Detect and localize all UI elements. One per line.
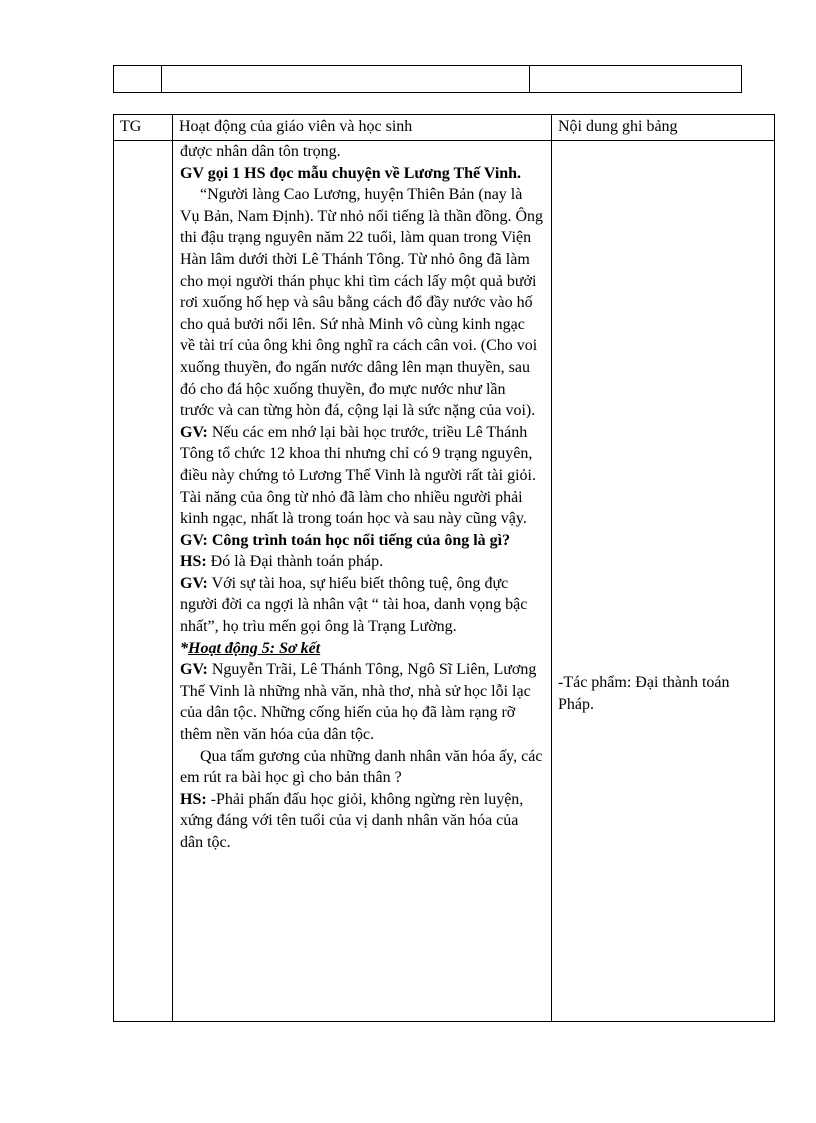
header-activities: Hoạt động của giáo viên và học sinh — [173, 115, 552, 141]
speaker-label: GV: — [180, 423, 208, 441]
paragraph-text: Đó là Đại thành toán pháp. — [206, 553, 384, 571]
notes-spacer — [558, 141, 768, 672]
paragraph-text: -Phải phấn đấu học giỏi, không ngừng rèn luyện, xứng đáng với tên tuổi của vị danh nhân văn hóa của dân tộc. — [180, 790, 524, 851]
top-cell-2 — [162, 66, 530, 93]
header-notes: Nội dung ghi bảng — [552, 115, 775, 141]
activity-paragraph: GV gọi 1 HS đọc mẫu chuyện về Lương Thế Vinh. — [180, 164, 522, 182]
activity-paragraph — [180, 573, 543, 638]
activity-paragraph: được nhân dân tôn trọng. — [180, 143, 341, 160]
speaker-label: GV: — [180, 661, 208, 679]
top-cell-1 — [114, 66, 162, 93]
lesson-table — [113, 114, 775, 1022]
activity-paragraph — [180, 659, 543, 745]
header-tg: TG — [114, 115, 173, 141]
notes-cell — [552, 141, 775, 1022]
activity-paragraph: Qua tấm gương của những danh nhân văn hóa ấy, các em rút ra bài học gì cho bản thân ? — [180, 747, 543, 787]
activity-paragraph — [180, 422, 543, 530]
table-header-row — [114, 115, 775, 141]
speaker-label: HS: — [180, 553, 207, 571]
paragraph-text: Nguyễn Trãi, Lê Thánh Tông, Ngô Sĩ Liên, Lương Thế Vinh là những nhà văn, nhà thơ, nhà sử học lỗi lạc của dân tộc. Những cống hiến của họ đã làm rạng rỡ thêm nền văn hóa của dân tộc. — [180, 661, 537, 744]
table-body-row — [114, 141, 775, 1022]
paragraph-text: Với sự tài hoa, sự hiểu biết thông tuệ, ông đực người đời ca ngợi là nhân vật “ tài hoa, danh vọng bậc nhất”, họ trìu mến gọi ông là Trạng Lường. — [180, 574, 528, 636]
activities-cell — [173, 141, 552, 1022]
top-cell-3 — [530, 66, 742, 93]
question-paragraph: GV: Công trình toán học nổi tiếng của ông là gì? — [180, 531, 511, 549]
story-paragraph: “Người làng Cao Lương, huyện Thiên Bản (nay là Vụ Bản, Nam Định). Từ nhỏ nổi tiếng là thần đồng. Ông thi đậu trạng nguyên năm 22 tuổi, làm quan trong Viện Hàn lâm dưới thời Lê Thánh Tông. Từ nhỏ ông đã làm cho mọi người thán phục khi tìm cách lấy một quả bưởi rơi xuống hố hẹp và sâu bằng cách đổ đầy nước vào hố cho quả bưởi nổi lên. Sứ nhà Minh vô cùng kinh ngạc về tài trí của ông khi ông nghĩ ra cách cân voi. (Cho voi xuống thuyền, đo ngấn nước dâng lên mạn thuyền, sau đó cho đá hộc xuống thuyền, đo mực nước như lần trước và can từng hòn đá, cộng lại là sức nặng của voi). — [180, 186, 543, 420]
speaker-label: GV: — [180, 574, 208, 592]
tg-cell — [114, 141, 173, 1022]
heading-text: Hoạt động 5: Sơ kết — [188, 639, 321, 657]
section-heading — [180, 638, 543, 660]
note-text: -Tác phẩm: Đại thành toán Pháp. — [558, 674, 730, 713]
top-empty-table — [113, 65, 742, 93]
activity-paragraph — [180, 789, 543, 854]
speaker-label: HS: — [180, 790, 207, 808]
heading-star: * — [180, 639, 188, 657]
paragraph-text: Nếu các em nhớ lại bài học trước, triều Lê Thánh Tông tổ chức 12 khoa thi nhưng chỉ có 9 trạng nguyên, điều này chứng tỏ Lương Thế Vinh là người rất tài giỏi. Tài năng của ông từ nhỏ đã làm cho nhiều người phải kinh ngạc, nhất là trong toán học và sau này cũng vậy. — [180, 423, 536, 528]
activity-paragraph — [180, 551, 543, 573]
